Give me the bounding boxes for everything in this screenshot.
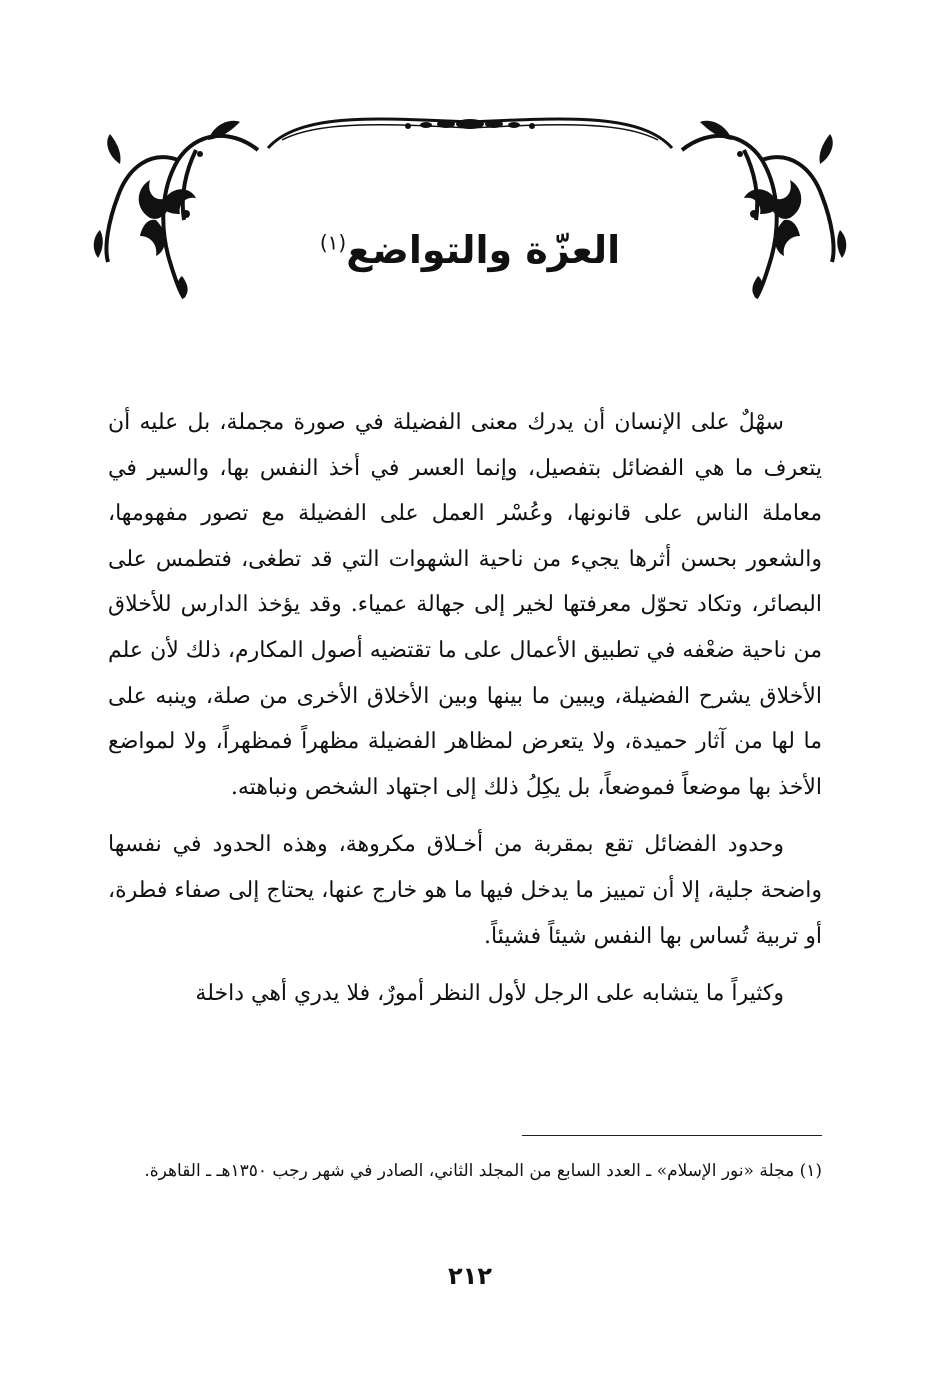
paragraph: وكثيراً ما يتشابه على الرجل لأول النظر أمورٌ، فلا يدري أهي داخلة: [195, 981, 784, 1007]
page-title: [0, 228, 940, 272]
title-footnote-marker: (١): [319, 230, 347, 255]
paragraph: سهْلٌ على الإنسان أن يدرك معنى الفضيلة في صورة مجملة، بل عليه أن يتعرف ما هي الفضائل بتفصيل، وإنما العسر في أخذ النفس بها، والسير في معاملة الناس على قانونها، وعُسْر العمل على الفضيلة مع تصور مفهومها، والشعور بحسن أثرها يجيء من ناحية الشهوات التي قد تطغى، فتطمس على البصائر، وتكاد تحوّل معرفتها لخير إلى جهالة عمياء. وقد يؤخذ الدارس للأخلاق من ناحية ضعْفه في تطبيق الأعمال على ما تقتضيه أصول المكارم، ذلك لأن علم الأخلاق يشرح الفضيلة، ويبين ما بينها وبين الأخلاق الأخرى من صلة، وينبه على ما لها من آثار حميدة، ولا يتعرض لمظاهر الفضيلة مظهراً فمظهراً، ولا لمواضع الأخذ بها موضعاً فموضعاً، بل يكِلُ ذلك إلى اجتهاد الشخص ونباهته.: [108, 410, 822, 800]
body-text: [108, 400, 822, 1029]
footnote-divider: [522, 1135, 822, 1136]
floral-frame-ornament-icon: [0, 0, 940, 320]
title-text: العزّة والتواضع: [346, 228, 621, 272]
paragraph: وحدود الفضائل تقع بمقربة من أخـلاق مكروهة، وهذه الحدود في نفسها واضحة جلية، إلا أن تمييز ما يدخل فيها ما هو خارج عنها، يحتاج إلى صفاء فطرة، أو تربية تُساس بها النفس شيئاً فشيئاً.: [108, 832, 822, 949]
page-number: ٢١٢: [448, 1262, 492, 1290]
footnote: (١) مجلة «نور الإسلام» ـ العدد السابع من المجلد الثاني، الصادر في شهر رجب ١٣٥٠هـ ـ القاهرة.: [144, 1161, 822, 1181]
